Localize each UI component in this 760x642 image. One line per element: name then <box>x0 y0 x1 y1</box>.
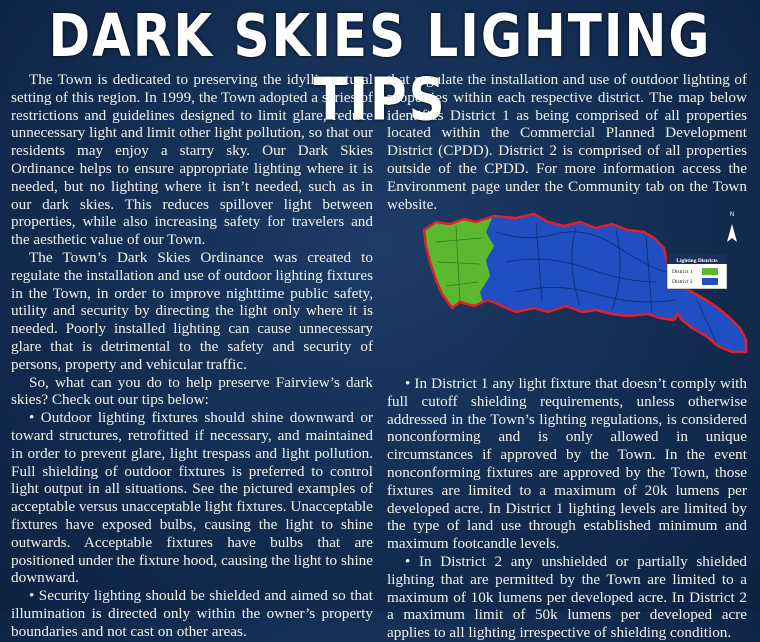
legend-district-1-label: District 1 <box>672 269 693 275</box>
north-label: N <box>729 212 735 218</box>
right-column-bottom <box>387 375 747 642</box>
legend-title: Lighting Districts <box>676 258 718 264</box>
north-arrow-icon <box>727 212 737 242</box>
tip-outdoor-fixtures: • Outdoor lighting fixtures should shine downward or toward structures, retrofitted if necessary, and maintained in order to prevent glare, light trespass and light pollution. Full shielding of outdoor fixtures is preferred to control light output in all situations. See the pictured examples of acceptable versus unacceptable light fixtures. Unacceptable fixtures have exposed bulbs, causing the light to shine outwards. Acceptable fixtures have bulbs that are positioned under the fixture hood, causing the light to shine downward. <box>11 409 373 587</box>
page-title: DARK SKIES LIGHTING TIPS <box>48 1 712 134</box>
right-column-top <box>387 71 747 213</box>
district-1-area <box>416 202 494 362</box>
left-column <box>11 71 373 641</box>
legend-district-2-label: District 2 <box>672 279 693 285</box>
districts-paragraph: that regulate the installation and use of outdoor lighting of properties within each respective district. The map below identifies District 1 as being comprised of all properties located within the Commercial Planned Development District (CPDD). District 2 is comprised of all properties outside of the CPDD. For more information access the Environment page under the Community tab on the Town website. <box>387 71 747 213</box>
map-legend <box>667 255 727 289</box>
intro-paragraph: The Town is dedicated to preserving the idyllic natural setting of this region. In 1999, the Town adopted a series of restrictions and guidelines designed to limit glare, reduce unnecessary light and limit other light pollution, so that our residents may enjoy a starry sky. Our Dark Skies Ordinance helps to ensure appropriate lighting where it is needed, but no lighting where it isn’t needed, such as in our dark skies. This reduces spillover light between properties, while also increasing safety for travelers and the aesthetic value of our Town. <box>11 71 373 249</box>
legend-district-1-swatch <box>702 268 718 275</box>
ordinance-paragraph: The Town’s Dark Skies Ordinance was created to regulate the installation and use of outdoor lighting fixtures in the Town, in order to improve nighttime public safety, utility and security by directing the light only where it is needed. Poorly installed lighting can cause unnecessary glare that is detrimental to the safety and security of persons, property and vehicular traffic. <box>11 248 373 373</box>
lighting-districts-map <box>416 202 750 362</box>
tip-security-lighting: • Security lighting should be shielded and aimed so that illumination is directed only within the owner’s property boundaries and not cast on other areas. <box>11 587 373 640</box>
tips-intro-paragraph: So, what can you do to help preserve Fairview’s dark skies? Check out our tips below: <box>11 373 373 409</box>
legend-district-2-swatch <box>702 278 718 285</box>
district-2-rules: • In District 2 any unshielded or partially shielded lighting that are permitted by the Town are limited to a maximum of 10k lumens per developed acre. In District 2 a maximum limit of 50k lumens per developed acre applies to all lighting irrespective of shielding condition. <box>387 552 747 642</box>
district-1-rules: • In District 1 any light fixture that doesn’t comply with full cutoff shielding requirements, unless otherwise addressed in the Town’s lighting regulations, is considered nonconforming and is only allowed in unique circumstances if approved by the Town. In the event nonconforming fixtures are approved by the Town, those fixtures are limited to a maximum of 20k lumens per developed acre. In District 1 lighting levels are limited by the type of land use through established minimum and maximum footcandle levels. <box>387 375 747 553</box>
